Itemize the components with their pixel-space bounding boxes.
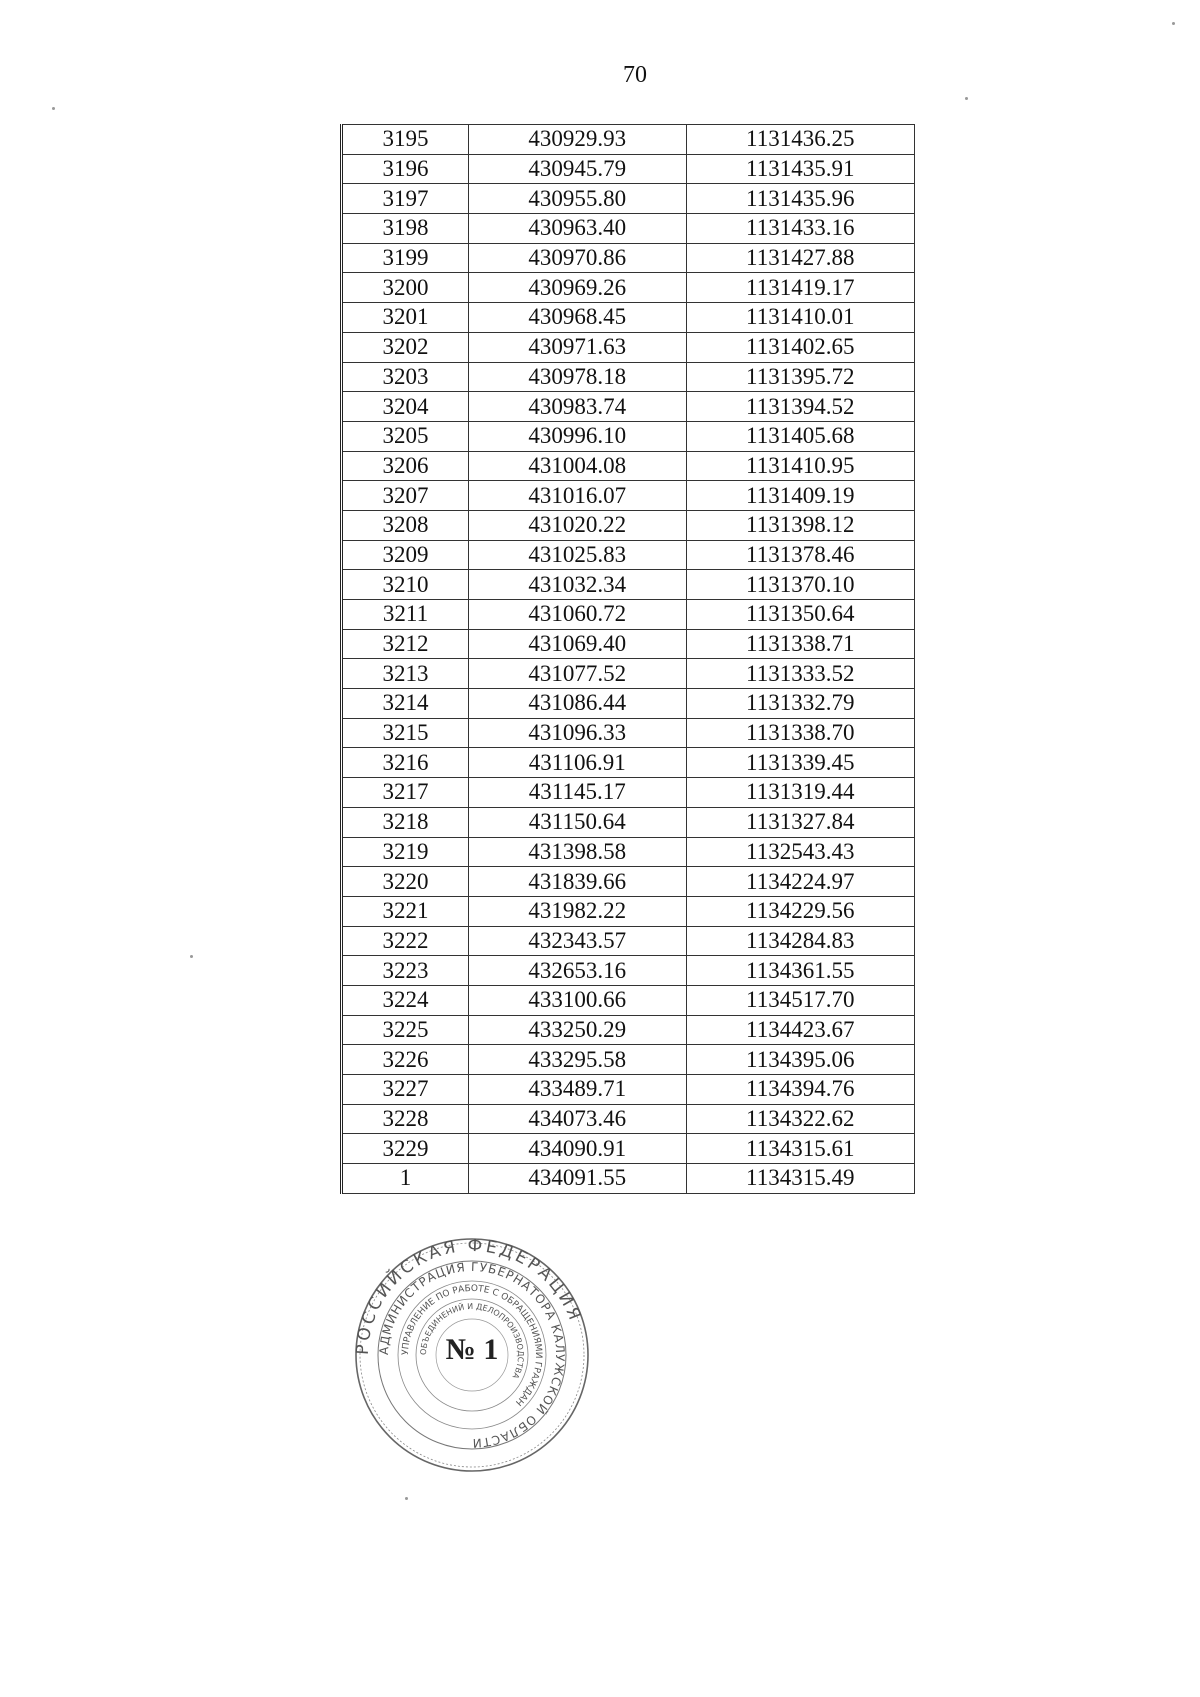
- point-number-cell: 3201: [342, 303, 469, 333]
- seal-ring3-text: УПРАВЛЕНИЕ ПО РАБОТЕ С ОБРАЩЕНИЯМИ ГРАЖДАН: [400, 1283, 544, 1408]
- point-number-cell: 3196: [342, 154, 469, 184]
- point-number-cell: 3210: [342, 570, 469, 600]
- table-row: [342, 362, 915, 392]
- table-row: [342, 243, 915, 273]
- x-coordinate-cell: 432653.16: [469, 956, 687, 986]
- x-coordinate-cell: 430978.18: [469, 362, 687, 392]
- scan-speck: [52, 107, 55, 110]
- x-coordinate-cell: 430970.86: [469, 243, 687, 273]
- y-coordinate-cell: 1131410.95: [686, 451, 915, 481]
- y-coordinate-cell: 1131433.16: [686, 214, 915, 244]
- table-row: [342, 481, 915, 511]
- y-coordinate-cell: 1131350.64: [686, 600, 915, 630]
- table-row: [342, 1045, 915, 1075]
- y-coordinate-cell: 1134322.62: [686, 1104, 915, 1134]
- table-row: [342, 1134, 915, 1164]
- x-coordinate-cell: 430929.93: [469, 125, 687, 155]
- table-row: [342, 1164, 915, 1194]
- x-coordinate-cell: 430968.45: [469, 303, 687, 333]
- scan-speck: [965, 97, 968, 100]
- point-number-cell: 3221: [342, 896, 469, 926]
- point-number-cell: 3215: [342, 718, 469, 748]
- point-number-cell: 3218: [342, 807, 469, 837]
- table-row: [342, 1015, 915, 1045]
- point-number-cell: 3206: [342, 451, 469, 481]
- y-coordinate-cell: 1134315.49: [686, 1164, 915, 1194]
- point-number-cell: 3225: [342, 1015, 469, 1045]
- y-coordinate-cell: 1131409.19: [686, 481, 915, 511]
- point-number-cell: 3211: [342, 600, 469, 630]
- x-coordinate-cell: 431398.58: [469, 837, 687, 867]
- table-row: [342, 837, 915, 867]
- y-coordinate-cell: 1131436.25: [686, 125, 915, 155]
- y-coordinate-cell: 1134224.97: [686, 867, 915, 897]
- y-coordinate-cell: 1131394.52: [686, 392, 915, 422]
- table-row: [342, 748, 915, 778]
- y-coordinate-cell: 1131435.91: [686, 154, 915, 184]
- point-number-cell: 3195: [342, 125, 469, 155]
- x-coordinate-cell: 431106.91: [469, 748, 687, 778]
- table-row: [342, 125, 915, 155]
- table-row: [342, 273, 915, 303]
- y-coordinate-cell: 1131333.52: [686, 659, 915, 689]
- x-coordinate-cell: 430996.10: [469, 421, 687, 451]
- table-row: [342, 421, 915, 451]
- table-row: [342, 570, 915, 600]
- table-row: [342, 451, 915, 481]
- y-coordinate-cell: 1131319.44: [686, 778, 915, 808]
- table-row: [342, 392, 915, 422]
- table-row: [342, 926, 915, 956]
- seal-center-number: № 1: [445, 1333, 499, 1366]
- table-row: [342, 985, 915, 1015]
- x-coordinate-cell: 430971.63: [469, 332, 687, 362]
- y-coordinate-cell: 1134517.70: [686, 985, 915, 1015]
- point-number-cell: 3216: [342, 748, 469, 778]
- seal-ring2-text: АДМИНИСТРАЦИЯ ГУБЕРНАТОРА КАЛУЖСКОЙ ОБЛАСТИ: [376, 1259, 568, 1451]
- x-coordinate-cell: 431145.17: [469, 778, 687, 808]
- y-coordinate-cell: 1134284.83: [686, 926, 915, 956]
- x-coordinate-cell: 433489.71: [469, 1075, 687, 1105]
- point-number-cell: 3205: [342, 421, 469, 451]
- table-row: [342, 600, 915, 630]
- table-row: [342, 629, 915, 659]
- y-coordinate-cell: 1131402.65: [686, 332, 915, 362]
- x-coordinate-cell: 430955.80: [469, 184, 687, 214]
- y-coordinate-cell: 1131327.84: [686, 807, 915, 837]
- x-coordinate-cell: 431077.52: [469, 659, 687, 689]
- point-number-cell: 3204: [342, 392, 469, 422]
- point-number-cell: 3202: [342, 332, 469, 362]
- point-number-cell: 3220: [342, 867, 469, 897]
- point-number-cell: 3219: [342, 837, 469, 867]
- scan-speck: [1172, 22, 1175, 25]
- coordinates-table-body: [342, 125, 915, 1194]
- point-number-cell: 3209: [342, 540, 469, 570]
- point-number-cell: 3228: [342, 1104, 469, 1134]
- x-coordinate-cell: 434091.55: [469, 1164, 687, 1194]
- y-coordinate-cell: 1131332.79: [686, 689, 915, 719]
- x-coordinate-cell: 433295.58: [469, 1045, 687, 1075]
- y-coordinate-cell: 1134395.06: [686, 1045, 915, 1075]
- y-coordinate-cell: 1131410.01: [686, 303, 915, 333]
- y-coordinate-cell: 1131405.68: [686, 421, 915, 451]
- y-coordinate-cell: 1134315.61: [686, 1134, 915, 1164]
- table-row: [342, 303, 915, 333]
- x-coordinate-cell: 431069.40: [469, 629, 687, 659]
- y-coordinate-cell: 1132543.43: [686, 837, 915, 867]
- x-coordinate-cell: 431016.07: [469, 481, 687, 511]
- table-row: [342, 778, 915, 808]
- table-row: [342, 332, 915, 362]
- point-number-cell: 3207: [342, 481, 469, 511]
- table-row: [342, 214, 915, 244]
- page-number: 70: [623, 62, 647, 88]
- point-number-cell: 3203: [342, 362, 469, 392]
- x-coordinate-cell: 433250.29: [469, 1015, 687, 1045]
- x-coordinate-cell: 431096.33: [469, 718, 687, 748]
- table-row: [342, 718, 915, 748]
- coordinates-table: [340, 124, 915, 1194]
- point-number-cell: 3197: [342, 184, 469, 214]
- point-number-cell: 3208: [342, 510, 469, 540]
- x-coordinate-cell: 431839.66: [469, 867, 687, 897]
- x-coordinate-cell: 431020.22: [469, 510, 687, 540]
- point-number-cell: 3224: [342, 985, 469, 1015]
- y-coordinate-cell: 1131378.46: [686, 540, 915, 570]
- point-number-cell: 3200: [342, 273, 469, 303]
- scan-speck: [190, 955, 193, 958]
- seal-outer-text: РОССИЙСКАЯ ФЕДЕРАЦИЯ: [354, 1237, 586, 1356]
- y-coordinate-cell: 1131339.45: [686, 748, 915, 778]
- point-number-cell: 3213: [342, 659, 469, 689]
- point-number-cell: 3229: [342, 1134, 469, 1164]
- x-coordinate-cell: 430969.26: [469, 273, 687, 303]
- x-coordinate-cell: 433100.66: [469, 985, 687, 1015]
- y-coordinate-cell: 1134423.67: [686, 1015, 915, 1045]
- point-number-cell: 3212: [342, 629, 469, 659]
- table-row: [342, 867, 915, 897]
- table-row: [342, 689, 915, 719]
- y-coordinate-cell: 1134394.76: [686, 1075, 915, 1105]
- point-number-cell: 1: [342, 1164, 469, 1194]
- table-row: [342, 1104, 915, 1134]
- y-coordinate-cell: 1131435.96: [686, 184, 915, 214]
- coordinates-table-wrapper: [340, 124, 915, 1194]
- table-row: [342, 896, 915, 926]
- table-row: [342, 510, 915, 540]
- x-coordinate-cell: 430945.79: [469, 154, 687, 184]
- table-row: [342, 1075, 915, 1105]
- point-number-cell: 3222: [342, 926, 469, 956]
- point-number-cell: 3217: [342, 778, 469, 808]
- point-number-cell: 3214: [342, 689, 469, 719]
- x-coordinate-cell: 431032.34: [469, 570, 687, 600]
- x-coordinate-cell: 430983.74: [469, 392, 687, 422]
- y-coordinate-cell: 1131398.12: [686, 510, 915, 540]
- point-number-cell: 3223: [342, 956, 469, 986]
- table-row: [342, 154, 915, 184]
- x-coordinate-cell: 432343.57: [469, 926, 687, 956]
- point-number-cell: 3226: [342, 1045, 469, 1075]
- x-coordinate-cell: 434073.46: [469, 1104, 687, 1134]
- x-coordinate-cell: 430963.40: [469, 214, 687, 244]
- table-row: [342, 540, 915, 570]
- x-coordinate-cell: 431025.83: [469, 540, 687, 570]
- x-coordinate-cell: 431982.22: [469, 896, 687, 926]
- y-coordinate-cell: 1134361.55: [686, 956, 915, 986]
- y-coordinate-cell: 1131395.72: [686, 362, 915, 392]
- y-coordinate-cell: 1131419.17: [686, 273, 915, 303]
- x-coordinate-cell: 431150.64: [469, 807, 687, 837]
- y-coordinate-cell: 1131427.88: [686, 243, 915, 273]
- point-number-cell: 3198: [342, 214, 469, 244]
- x-coordinate-cell: 431004.08: [469, 451, 687, 481]
- x-coordinate-cell: 434090.91: [469, 1134, 687, 1164]
- table-row: [342, 807, 915, 837]
- x-coordinate-cell: 431060.72: [469, 600, 687, 630]
- table-row: [342, 956, 915, 986]
- y-coordinate-cell: 1134229.56: [686, 896, 915, 926]
- seal-ring4-text: ОБЪЕДИНЕНИЙ И ДЕЛОПРОИЗВОДСТВА: [418, 1301, 526, 1381]
- y-coordinate-cell: 1131338.70: [686, 718, 915, 748]
- x-coordinate-cell: 431086.44: [469, 689, 687, 719]
- table-row: [342, 184, 915, 214]
- point-number-cell: 3227: [342, 1075, 469, 1105]
- point-number-cell: 3199: [342, 243, 469, 273]
- y-coordinate-cell: 1131370.10: [686, 570, 915, 600]
- scan-speck: [405, 1497, 408, 1500]
- y-coordinate-cell: 1131338.71: [686, 629, 915, 659]
- table-row: [342, 659, 915, 689]
- official-seal: [354, 1237, 590, 1473]
